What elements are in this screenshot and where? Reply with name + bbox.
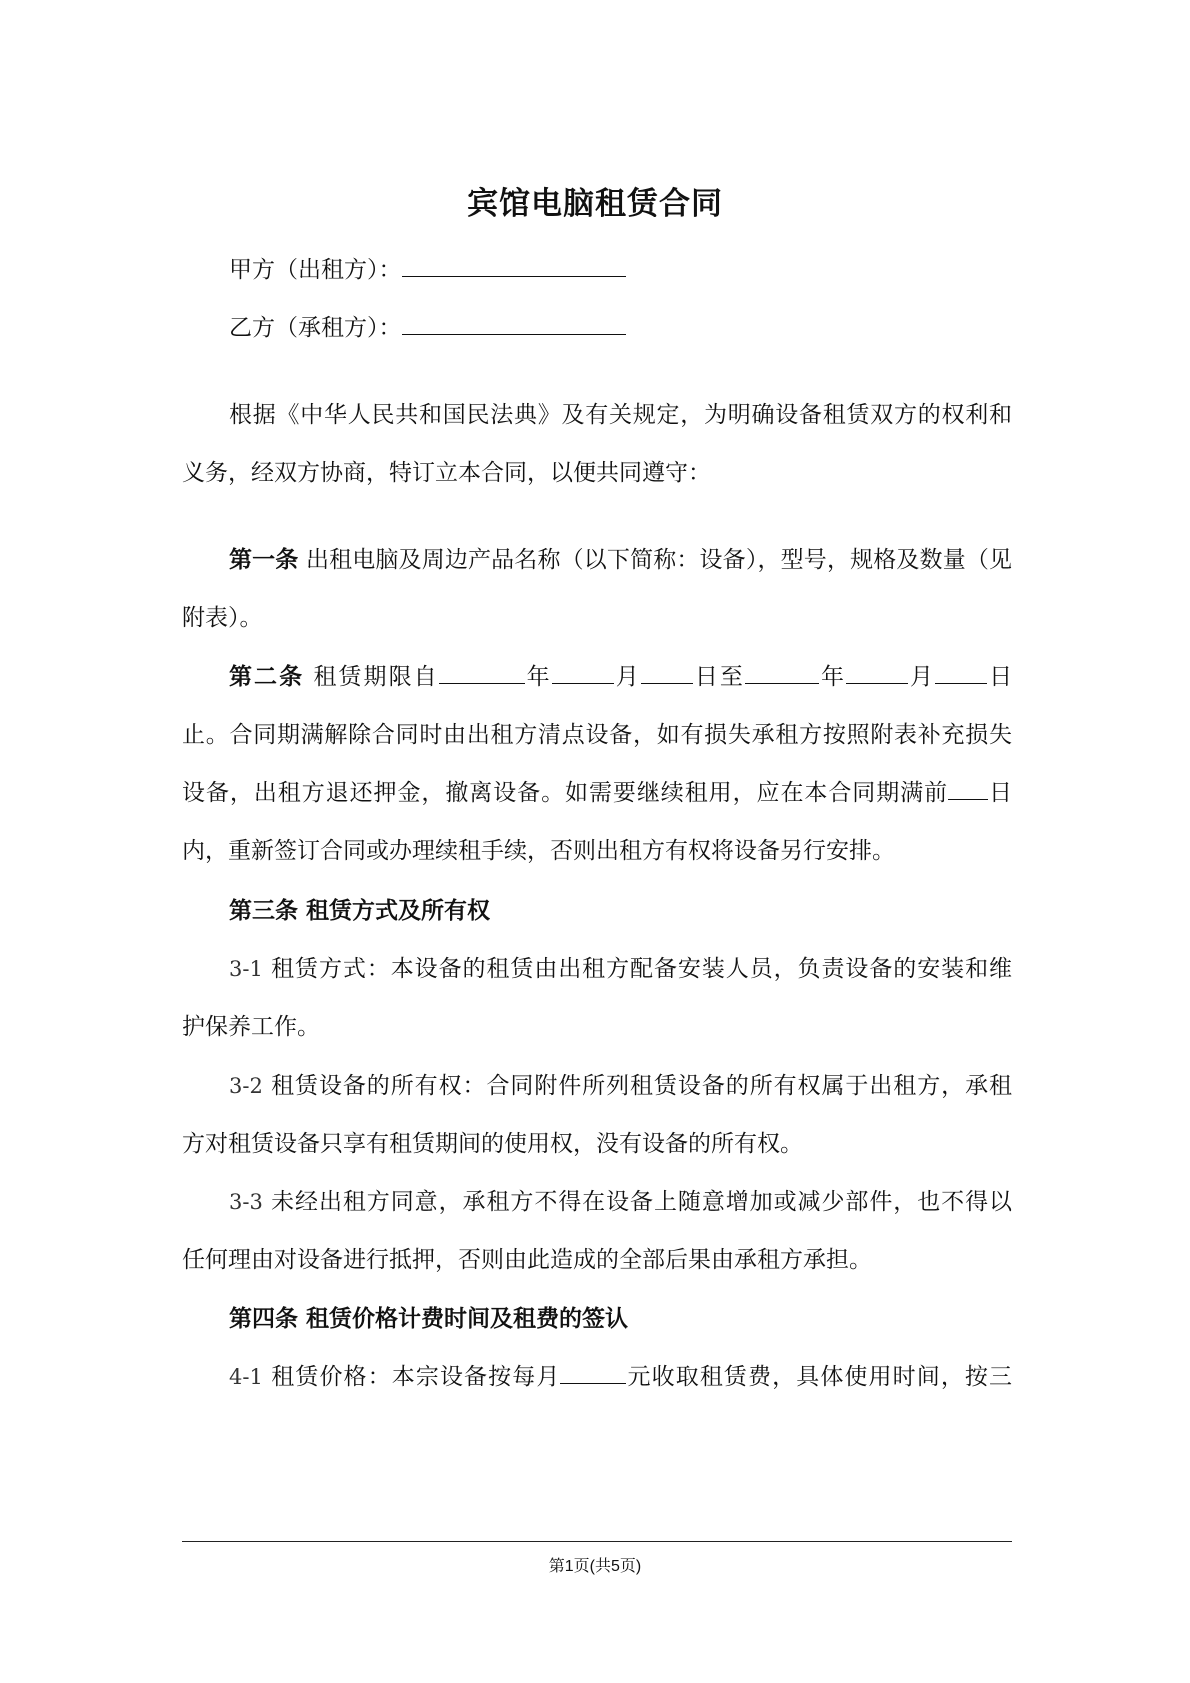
party-b-label: 乙方（承租方）：: [229, 315, 402, 341]
article-1-line-2: 附表）。: [182, 605, 263, 631]
article-1-label: 第一条: [229, 547, 299, 573]
intro-line-1: 根据《中华人民共和国民法典》及有关规定，为明确设备租赁双方的权利和: [229, 402, 1012, 428]
clause-3-1-number: 3-1: [229, 957, 263, 981]
party-a-label: 甲方（出租方）：: [229, 257, 402, 283]
article-4-heading: 第四条 租赁价格计费时间及租费的签认: [229, 1306, 629, 1332]
end-month-blank[interactable]: [846, 661, 908, 684]
start-day-blank[interactable]: [641, 661, 693, 684]
clause-4-1-line-1: 4-1 租赁价格：本宗设备按每月 元收取租赁费，具体使用时间，按三: [229, 1361, 1012, 1393]
article-3-heading: 第三条 租赁方式及所有权: [229, 898, 491, 924]
article-2-line-4: 内，重新签订合同或办理续租手续，否则出租方有权将设备另行安排。: [182, 838, 895, 864]
page-number: 第1页(共5页): [548, 1558, 642, 1575]
document-title: 宾馆电脑租赁合同: [467, 186, 723, 222]
clause-3-3-line-2: 任何理由对设备进行抵押，否则由此造成的全部后果由承租方承担。: [182, 1247, 872, 1273]
article-2-line-2: 止。合同期满解除合同时由出租方清点设备，如有损失承租方按照附表补充损失: [182, 722, 1012, 748]
footer-divider: [182, 1541, 1012, 1542]
article-2-line-1: [229, 661, 1012, 693]
start-month-blank[interactable]: [552, 661, 614, 684]
start-year-blank[interactable]: [439, 661, 525, 684]
article-1-text: 出租电脑及周边产品名称（以下简称：设备），型号，规格及数量（见: [305, 547, 1013, 573]
clause-3-1-line-2: 护保养工作。: [182, 1014, 320, 1040]
clause-3-3-number: 3-3: [229, 1190, 263, 1214]
clause-3-2-number: 3-2: [229, 1074, 263, 1098]
renewal-days-blank[interactable]: [948, 777, 988, 800]
clause-4-1-number: 4-1: [229, 1365, 263, 1389]
party-a-line: [229, 254, 1012, 286]
monthly-fee-blank[interactable]: [560, 1361, 626, 1384]
article-2-label: 第二条: [229, 664, 305, 690]
article-2-line-3: 设备，出租方退还押金，撤离设备。如需要继续租用，应在本合同期满前 日: [182, 777, 1012, 809]
end-year-blank[interactable]: [745, 661, 819, 684]
intro-line-2: 义务，经双方协商，特订立本合同，以便共同遵守：: [182, 460, 711, 486]
party-b-blank[interactable]: [402, 312, 626, 335]
party-a-blank[interactable]: [402, 254, 626, 277]
clause-3-2-line-2: 方对租赁设备只享有租赁期间的使用权，没有设备的所有权。: [182, 1131, 803, 1157]
clause-3-1-line-1: 3-1 租赁方式：本设备的租赁由出租方配备安装人员，负责设备的安装和维: [229, 956, 1013, 982]
article-1-line-1: [229, 544, 1012, 576]
article-2-text-a: 租赁期限自 年 月 日至 年 月 日: [313, 664, 1012, 690]
end-day-blank[interactable]: [935, 661, 987, 684]
clause-3-2-line-1: 3-2 租赁设备的所有权：合同附件所列租赁设备的所有权属于出租方，承租: [229, 1073, 1013, 1099]
party-b-line: [229, 312, 1012, 344]
clause-3-3-line-1: 3-3 未经出租方同意，承租方不得在设备上随意增加或减少部件，也不得以: [229, 1189, 1013, 1215]
